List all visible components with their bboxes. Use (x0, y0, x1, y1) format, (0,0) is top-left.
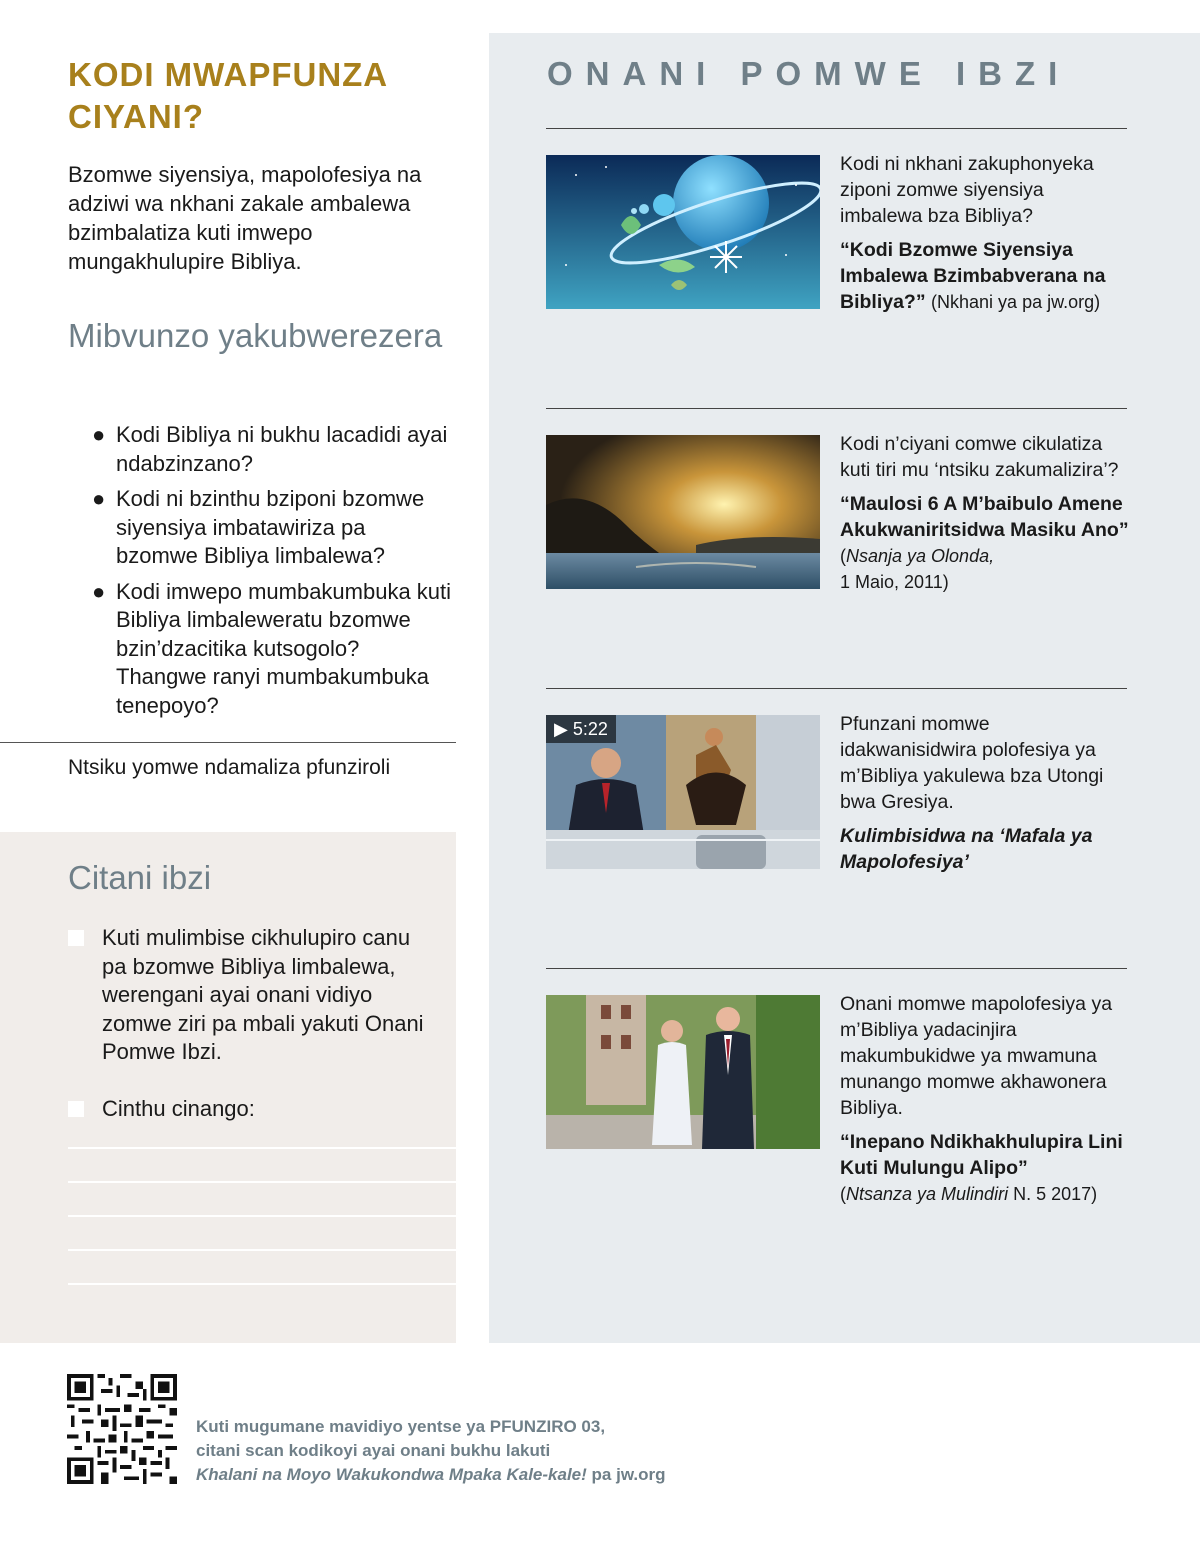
lesson-heading: KODI MWAPFUNZA CIYANI? (68, 56, 387, 135)
writing-line[interactable] (68, 1283, 456, 1285)
date-line (0, 742, 456, 743)
divider (546, 408, 1127, 409)
couple-walking-image[interactable] (546, 995, 820, 1149)
action-panel (0, 832, 456, 1343)
divider (546, 128, 1127, 129)
footer-note: Kuti mugumane mavidiyo yentse ya PFUNZIRO 03, citani scan kodikoyi ayai onani bukhu lakuti Khalani na Moyo Wakukondwa Mpaka Kale-kale! pa jw.org (196, 1417, 666, 1484)
task-item[interactable]: Kuti mulimbise cikhulupiro canu pa bzomwe Bibliya limbalewa, werengani ayai onani vidiyo zomwe ziri pa mbali yakuti Onani Pomwe Ibzi. (68, 924, 438, 1067)
divider (546, 968, 1127, 969)
review-questions-list (68, 421, 453, 727)
article-link[interactable]: “Inepano Ndikhakhulupira Lini Kuti Mulungu Alipo” (Ntsanza ya Mulindiri N. 5 2017) (840, 1131, 1123, 1204)
review-questions-title: Mibvunzo yakubwerezera (68, 317, 443, 354)
stormy-sky-image[interactable] (546, 435, 820, 589)
bullet-icon: ● (92, 422, 106, 447)
qr-code-icon[interactable] (67, 1374, 177, 1484)
see-also-item: Pfunzani momwe idakwanisidwira polofesiya ya m’Bibliya yakulewa bza Utongi bwa Gresiya. Kulimbisidwa na ‘Mafala ya Mapolofesiya’ (840, 711, 1130, 875)
writing-line[interactable] (68, 1249, 456, 1251)
article-link[interactable]: “Kodi Bzomwe Siyensiya Imbalewa Bzimbabverana na Bibliya?” (Nkhani ya pa jw.org) (840, 239, 1106, 313)
bullet-icon: ● (92, 578, 106, 604)
sunburst-landscape-icon (546, 435, 820, 589)
article-link[interactable]: “Maulosi 6 A M’baibulo Amene Akukwaniritsidwa Masiku Ano” (Nsanja ya Olonda, 1 Maio, 2011) (840, 493, 1129, 592)
action-title: Citani ibzi (68, 859, 212, 896)
book-title-link[interactable]: Khalani na Moyo Wakukondwa Mpaka Kale-kale! (196, 1465, 587, 1484)
see-also-title: ONANI POMWE IBZI (547, 55, 1071, 92)
bullet-icon: ● (92, 486, 106, 511)
list-item: ● Kodi imwepo mumbakumbuka kuti Bibliya limbaleweratu bzomwe bzin’dzacitika kutsogolo? Thangwe ranyi mumbakumbuka tenepoyo? (92, 578, 452, 718)
finish-date-label: Ntsiku yomwe ndamaliza pfunziroli (68, 756, 391, 779)
space-leaves-image[interactable] (546, 155, 820, 309)
checkbox-icon[interactable] (68, 930, 84, 946)
see-also-item: Kodi n’ciyani comwe cikulatiza kuti tiri mu ‘ntsiku zakumalizira’? “Maulosi 6 A M’baibulo Amene Akukwaniritsidwa Masiku Ano” (Nsanja ya Olonda, 1 Maio, 2011) (840, 431, 1130, 595)
video-duration-badge: ▶ 5:22 (546, 715, 616, 743)
task-item[interactable]: Cinthu cinango: (68, 1095, 438, 1124)
divider (546, 688, 1127, 689)
see-also-item: Onani momwe mapolofesiya ya m’Bibliya yadacinjira makumbukidwe ya mwamuna munango momwe akhawonera Bibliya. “Inepano Ndikhakhulupira Lini Kuti Mulungu Alipo” (Ntsanza ya Mulindiri N. 5 2017) (840, 991, 1130, 1207)
writing-line[interactable] (68, 1215, 456, 1217)
writing-line[interactable] (68, 1147, 456, 1149)
planet-illustration-icon (546, 155, 820, 309)
checkbox-icon[interactable] (68, 1101, 84, 1117)
couple-photo-icon (546, 995, 820, 1149)
writing-line[interactable] (68, 1181, 456, 1183)
list-item: ● Kodi Bibliya ni bukhu lacadidi ayai ndabzinzano? (92, 422, 448, 476)
see-also-item: Kodi ni nkhani zakuphonyeka ziponi zomwe siyensiya imbalewa bza Bibliya? “Kodi Bzomwe Siyensiya Imbalewa Bzimbabverana na Bibliya?” (Nkhani ya pa jw.org) (840, 151, 1130, 315)
list-item: ● Kodi ni bzinthu bziponi bzomwe siyensiya imbatawiriza pa bzomwe Bibliya limbalewa? (92, 486, 425, 568)
intro-text: Bzomwe siyensiya, mapolofesiya na adziwi wa nkhani zakale ambalewa bzimbalatiza kuti imwepo mungakhulupire Bibliya. (68, 162, 422, 274)
video-link[interactable]: Kulimbisidwa na ‘Mafala ya Mapolofesiya’ (840, 825, 1093, 873)
